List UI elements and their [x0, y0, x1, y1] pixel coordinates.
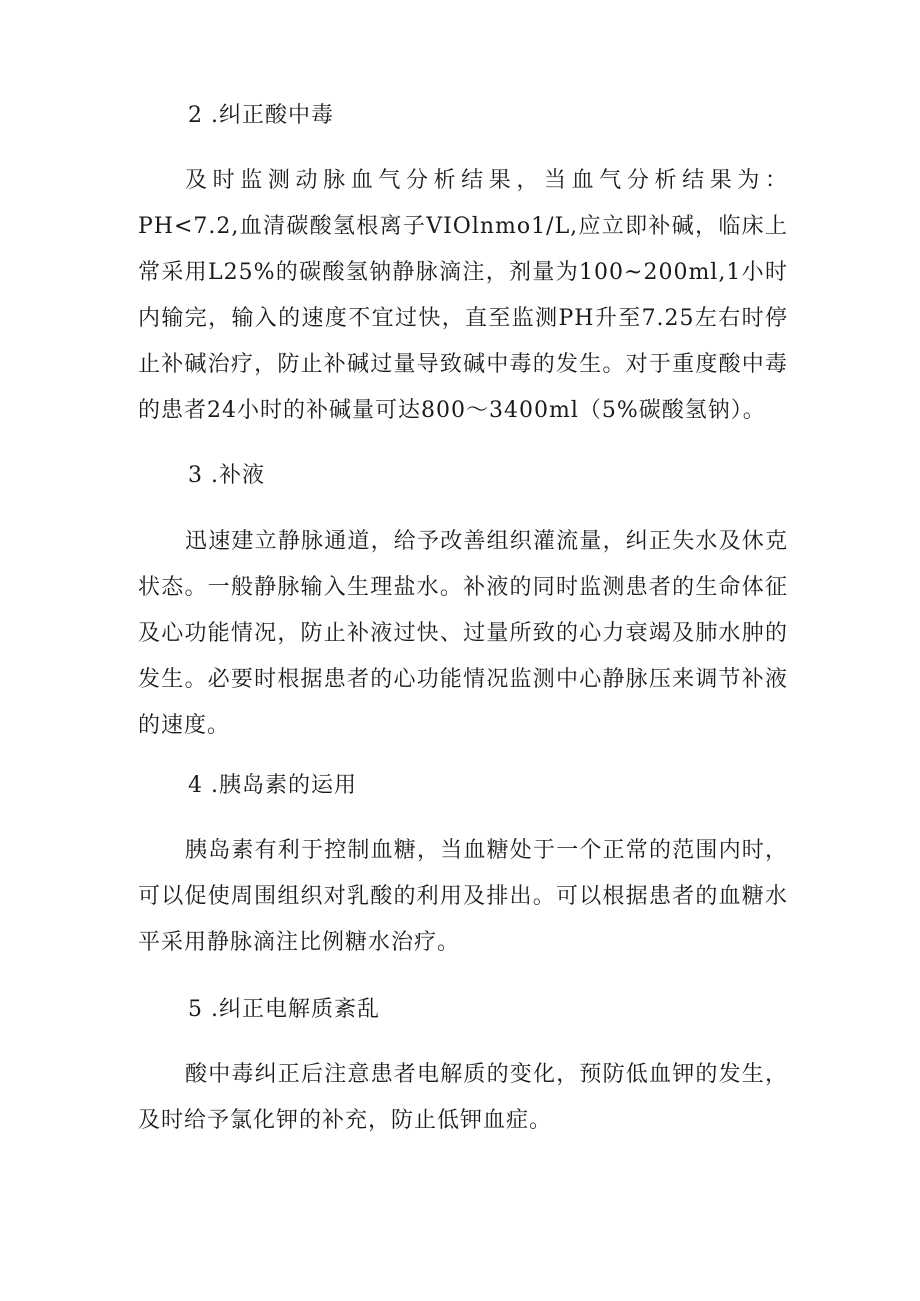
paragraph-text: 胰岛素有利于控制血糖，当血糖处于一个正常的范围内时，可以促使周围组织对乳酸的利用及排出。可以根据患者的血糖水平采用静脉滴注比例糖水治疗。 [138, 838, 788, 955]
section-paragraph-insulin-use [138, 828, 788, 966]
paragraph-text: 酸中毒纠正后注意患者电解质的变化，预防低血钾的发生，及时给予氯化钾的补充，防止低钾血症。 [138, 1062, 788, 1133]
section-heading-correct-acidosis: 2 .纠正酸中毒 [188, 103, 334, 128]
section-paragraph-correct-acidosis [138, 158, 788, 434]
section-heading-insulin-use: 4 .胰岛素的运用 [188, 773, 357, 798]
section-heading-electrolyte-correction: 5 .纠正电解质紊乱 [188, 997, 380, 1022]
paragraph-text: 及时监测动脉血气分析结果，当血气分析结果为：PH<7.2,血清碳酸氢根离子VIOlnmo1/L,应立即补碱，临床上常采用L25%的碳酸氢钠静脉滴注，剂量为100~200ml,1小时内输完，输入的速度不宜过快，直至监测PH升至7.25左右时停止补碱治疗，防止补碱过量导致碱中毒的发生。对于重度酸中毒的患者24小时的补碱量可达800～3400ml（5%碳酸氢钠）。 [138, 168, 788, 423]
section-paragraph-electrolyte-correction [138, 1052, 788, 1144]
section-heading-fluid-replacement: 3 .补液 [188, 463, 265, 488]
section-paragraph-fluid-replacement [138, 519, 788, 749]
paragraph-text: 迅速建立静脉通道，给予改善组织灌流量，纠正失水及休克状态。一般静脉输入生理盐水。补液的同时监测患者的生命体征及心功能情况，防止补液过快、过量所致的心力衰竭及肺水肿的发生。必要时根据患者的心功能情况监测中心静脉压来调节补液的速度。 [138, 529, 788, 738]
